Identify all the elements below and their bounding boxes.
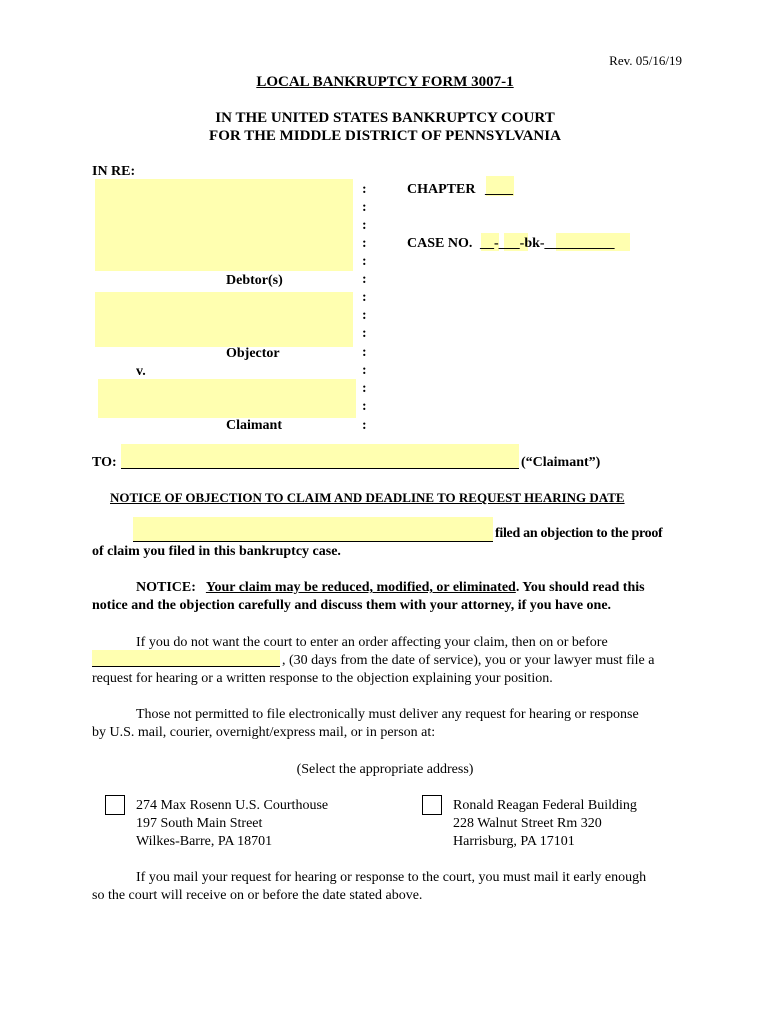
claimant-name-field[interactable] (98, 379, 356, 418)
notice-warning: Your claim may be reduced, modified, or eliminated (205, 580, 516, 595)
caption-colon: : (362, 272, 367, 287)
harrisburg-address-checkbox[interactable] (422, 795, 442, 815)
deadline-paragraph-line2: , (30 days from the date of service), you or your lawyer must file a (282, 653, 655, 668)
to-label: TO: (92, 455, 117, 470)
caption-colon: : (362, 326, 367, 341)
caption-colon: : (362, 290, 367, 305)
to-underline (121, 468, 519, 469)
caption-colon: : (362, 218, 367, 233)
caption-colon: : (362, 418, 367, 433)
delivery-paragraph-line1: Those not permitted to file electronically must deliver any request for hearing or response (136, 707, 639, 722)
harrisburg-address (453, 797, 637, 851)
select-address-instruction: (Select the appropriate address) (296, 762, 474, 777)
deadline-paragraph-line3: request for hearing or a written response to the objection explaining your position. (92, 671, 553, 686)
caption-colon: : (362, 254, 367, 269)
debtor-label: Debtor(s) (226, 273, 283, 288)
case-number-blank: __-___-bk-__________ (480, 236, 615, 251)
to-claimant-suffix: (“Claimant”) (521, 455, 601, 470)
mail-paragraph-line1: If you mail your request for hearing or response to the court, you must mail it early enough (136, 870, 647, 885)
objector-filed-underline (133, 541, 493, 542)
caption-colon: : (362, 381, 367, 396)
caption-colon: : (362, 182, 367, 197)
claimant-label: Claimant (226, 418, 282, 433)
notice-label: NOTICE: (136, 580, 196, 595)
caption-colon: : (362, 236, 367, 251)
objector-name-field[interactable] (95, 292, 353, 347)
address-line: 197 South Main Street (136, 816, 263, 831)
address-line: Wilkes-Barre, PA 18701 (136, 834, 273, 849)
deadline-date-underline (92, 666, 280, 667)
delivery-paragraph-line2: by U.S. mail, courier, overnight/express mail, or in person at: (92, 725, 436, 740)
filed-objection-text-line2: of claim you filed in this bankruptcy case. (92, 544, 341, 559)
notice-paragraph-line1 (136, 580, 645, 596)
deadline-date-field[interactable] (92, 650, 280, 666)
notice-line1-rest: . You should read this (515, 580, 645, 595)
chapter-blank: ____ (485, 182, 513, 197)
caption-colon: : (362, 308, 367, 323)
address-line: 228 Walnut Street Rm 320 (453, 816, 602, 831)
claimant-to-field[interactable] (121, 444, 519, 468)
caption-colon: : (362, 345, 367, 360)
chapter-label: CHAPTER (407, 182, 476, 197)
in-re-label: IN RE: (92, 164, 136, 179)
address-line: 274 Max Rosenn U.S. Courthouse (136, 798, 329, 813)
versus-label: v. (136, 364, 146, 379)
address-line: Ronald Reagan Federal Building (453, 798, 637, 813)
court-name-line1: IN THE UNITED STATES BANKRUPTCY COURT (215, 110, 555, 126)
deadline-paragraph-line1: If you do not want the court to enter an order affecting your claim, then on or before (136, 635, 608, 650)
debtor-name-field[interactable] (95, 179, 353, 271)
caption-colon: : (362, 200, 367, 215)
wilkes-barre-address-checkbox[interactable] (105, 795, 125, 815)
filed-objection-text: filed an objection to the proof (495, 526, 663, 541)
objector-label: Objector (226, 346, 280, 361)
caption-colon: : (362, 399, 367, 414)
case-number-label: CASE NO. (407, 236, 473, 251)
form-title: LOCAL BANKRUPTCY FORM 3007-1 (256, 74, 514, 90)
objector-filed-field[interactable] (133, 517, 493, 541)
address-line: Harrisburg, PA 17101 (453, 834, 575, 849)
revision-date: Rev. 05/16/19 (609, 53, 682, 68)
mail-paragraph-line2: so the court will receive on or before the date stated above. (92, 888, 423, 903)
notice-heading: NOTICE OF OBJECTION TO CLAIM AND DEADLINE TO REQUEST HEARING DATE (110, 490, 625, 505)
wilkes-barre-address (136, 797, 328, 851)
notice-paragraph-line2: notice and the objection carefully and discuss them with your attorney, if you have one. (92, 598, 612, 613)
caption-colon: : (362, 363, 367, 378)
court-name-line2: FOR THE MIDDLE DISTRICT OF PENNSYLVANIA (209, 128, 561, 144)
